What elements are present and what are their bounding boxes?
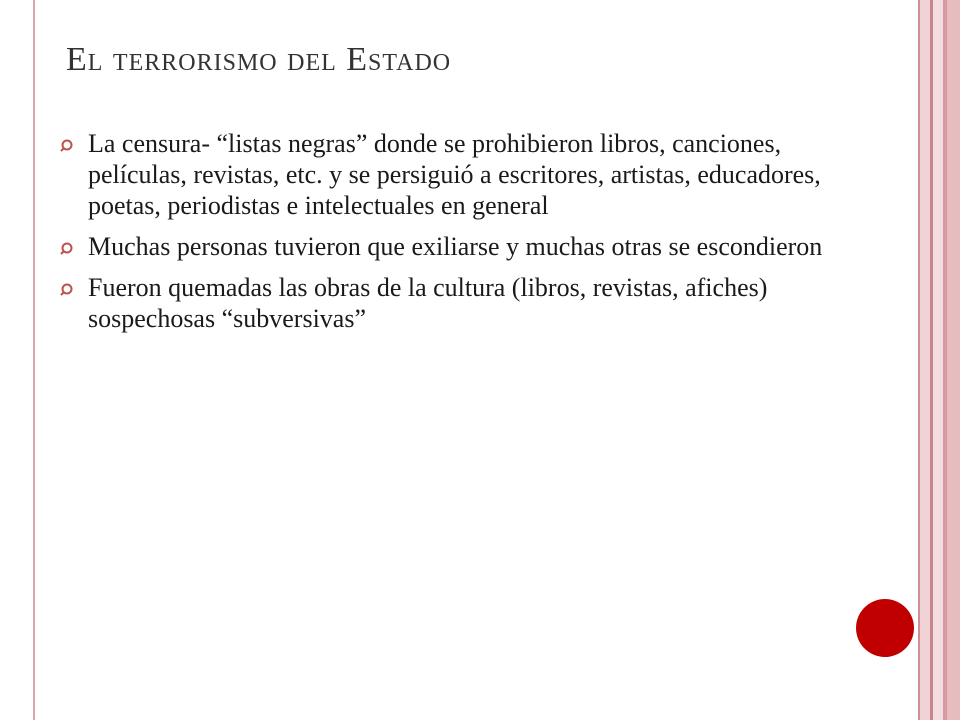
bullet-item [60, 231, 850, 262]
circle-bullet-icon [60, 272, 88, 296]
bullet-text: Muchas personas tuvieron que exiliarse y muchas otras se escondieron [88, 232, 823, 261]
bullet-item [60, 128, 850, 221]
right-decorative-stripes [918, 0, 960, 720]
left-vertical-rule [33, 0, 35, 720]
bullet-list [60, 128, 850, 344]
circle-bullet-icon [60, 128, 88, 152]
stripe [933, 0, 943, 720]
red-circle-accent [856, 599, 914, 657]
circle-bullet-icon [60, 231, 88, 255]
stripe [920, 0, 930, 720]
slide-title: El terrorismo del Estado [66, 41, 452, 78]
bullet-text: Fueron quemadas las obras de la cultura (libros, revistas, afiches) sospechosas “subversivas” [88, 273, 768, 333]
bullet-item [60, 272, 850, 334]
stripe [947, 0, 960, 720]
bullet-text: La censura- “listas negras” donde se prohibieron libros, canciones, películas, revistas, etc. y se persiguió a escritores, artistas, educadores, poetas, periodistas e intelectuales en general [88, 129, 821, 220]
